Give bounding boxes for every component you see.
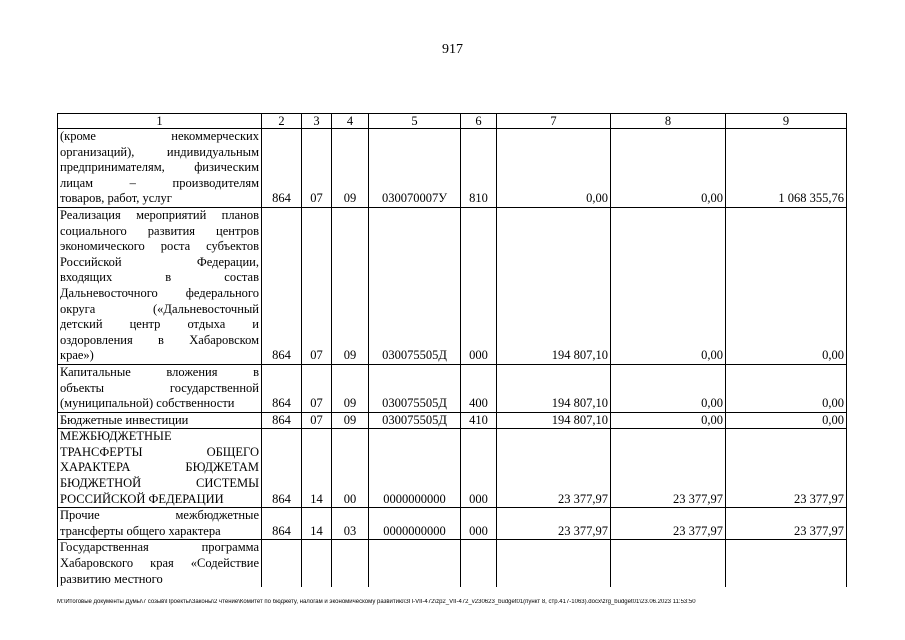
ministry-code: 864 [262,129,302,208]
amount-col-7 [497,540,611,587]
description-line: округа («Дальневосточный [60,301,259,316]
amount-col-9: 0,00 [726,364,847,412]
expense-type-code: 400 [461,364,497,412]
subsection-code: 09 [332,207,369,364]
description-line: крае») [60,348,94,363]
row-description [58,129,262,208]
subsection-code [332,540,369,587]
section-code [302,540,332,587]
target-article-code: 0000000000 [369,429,461,508]
ministry-code: 864 [262,429,302,508]
section-code: 07 [302,207,332,364]
table-row [58,207,847,364]
header-cell-6: 6 [461,114,497,129]
header-cell-7: 7 [497,114,611,129]
amount-col-7: 194 807,10 [497,364,611,412]
table-body [58,114,847,588]
page-number: 917 [442,42,463,57]
description-line: оздоровления в Хабаровском [60,332,259,347]
description-line: ТРАНСФЕРТЫ ОБЩЕГО [60,444,259,459]
description-line: социального развития центров [60,223,259,238]
description-line: БЮДЖЕТНОЙ СИСТЕМЫ [60,476,259,491]
amount-col-8: 0,00 [611,207,726,364]
amount-col-9: 0,00 [726,207,847,364]
expense-type-code: 000 [461,429,497,508]
table-row [58,412,847,429]
description-line: экономического роста субъектов [60,239,259,254]
header-cell-3: 3 [302,114,332,129]
target-article-code: 0000000000 [369,508,461,540]
header-cell-2: 2 [262,114,302,129]
description-line: (муниципальной) собственности [60,396,235,411]
row-description [58,540,262,587]
row-description [58,429,262,508]
description-line: Реализация мероприятий планов [60,207,259,222]
description-line: предпринимателям, физическим [60,160,259,175]
description-line: организаций), индивидуальным [60,144,259,159]
ministry-code: 864 [262,364,302,412]
amount-col-9: 0,00 [726,412,847,429]
row-description [58,508,262,540]
description-line: товаров, работ, услуг [60,191,172,206]
amount-col-8: 23 377,97 [611,429,726,508]
amount-col-9 [726,540,847,587]
target-article-code [369,540,461,587]
description-line: МЕЖБЮДЖЕТНЫЕ [60,429,172,444]
expense-type-code: 410 [461,412,497,429]
expense-type-code: 000 [461,207,497,364]
row-description [58,207,262,364]
amount-col-7: 194 807,10 [497,207,611,364]
ministry-code: 864 [262,207,302,364]
ministry-code: 864 [262,412,302,429]
description-line: Российской Федерации, [60,254,259,269]
amount-col-8: 23 377,97 [611,508,726,540]
expense-type-code: 810 [461,129,497,208]
description-line: Дальневосточного федерального [60,285,259,300]
table-row [58,129,847,208]
target-article-code: 030075505Д [369,364,461,412]
amount-col-8 [611,540,726,587]
row-description [58,412,262,429]
description-line: Хабаровского края «Содействие [60,556,259,571]
header-cell-5: 5 [369,114,461,129]
target-article-code: 030075505Д [369,412,461,429]
description-line: Капитальные вложения в [60,364,259,379]
description-line: Бюджетные инвестиции [60,412,189,427]
table-row [58,364,847,412]
amount-col-8: 0,00 [611,364,726,412]
amount-col-7: 23 377,97 [497,429,611,508]
description-line: РОССИЙСКОЙ ФЕДЕРАЦИИ [60,491,224,506]
ministry-code [262,540,302,587]
header-cell-4: 4 [332,114,369,129]
description-line: детский центр отдыха и [60,317,259,332]
subsection-code: 09 [332,364,369,412]
description-line: ХАРАКТЕРА БЮДЖЕТАМ [60,460,259,475]
description-line: развитию местного [60,571,163,586]
budget-table [57,113,847,587]
section-code: 07 [302,412,332,429]
subsection-code: 03 [332,508,369,540]
amount-col-9: 23 377,97 [726,508,847,540]
section-code: 07 [302,129,332,208]
header-row [58,114,847,129]
description-line: Прочие межбюджетные [60,508,259,523]
amount-col-8: 0,00 [611,129,726,208]
table-row [58,508,847,540]
description-line: входящих в состав [60,270,259,285]
subsection-code: 09 [332,412,369,429]
ministry-code: 864 [262,508,302,540]
row-description [58,364,262,412]
header-cell-1: 1 [58,114,262,129]
table-row [58,429,847,508]
amount-col-9: 1 068 355,76 [726,129,847,208]
description-line: трансферты общего характера [60,523,221,538]
section-code: 07 [302,364,332,412]
header-cell-9: 9 [726,114,847,129]
amount-col-7: 194 807,10 [497,412,611,429]
amount-col-7: 0,00 [497,129,611,208]
target-article-code: 030075505Д [369,207,461,364]
expense-type-code: 000 [461,508,497,540]
section-code: 14 [302,508,332,540]
description-line: (кроме некоммерческих [60,129,259,143]
expense-type-code [461,540,497,587]
amount-col-7: 23 377,97 [497,508,611,540]
description-line: Государственная программа [60,540,259,555]
document-path-footer: M:\Итоговые документы Думы\7 созыв\Проекты\Законы\2 чтение\Комитет по бюджету, налогам и экономическому развитию\ЗП-VII-472\zp2_VII-472_v230623_budget01(пункт 8, стр.417-1063).docx\zrg_budget01\23.06.2023 11:53:50 [57,599,696,605]
amount-col-9: 23 377,97 [726,429,847,508]
section-code: 14 [302,429,332,508]
amount-col-8: 0,00 [611,412,726,429]
target-article-code: 030070007У [369,129,461,208]
table-row [58,540,847,587]
subsection-code: 09 [332,129,369,208]
description-line: объекты государственной [60,380,259,395]
description-line: лицам – производителям [60,175,259,190]
header-cell-8: 8 [611,114,726,129]
subsection-code: 00 [332,429,369,508]
